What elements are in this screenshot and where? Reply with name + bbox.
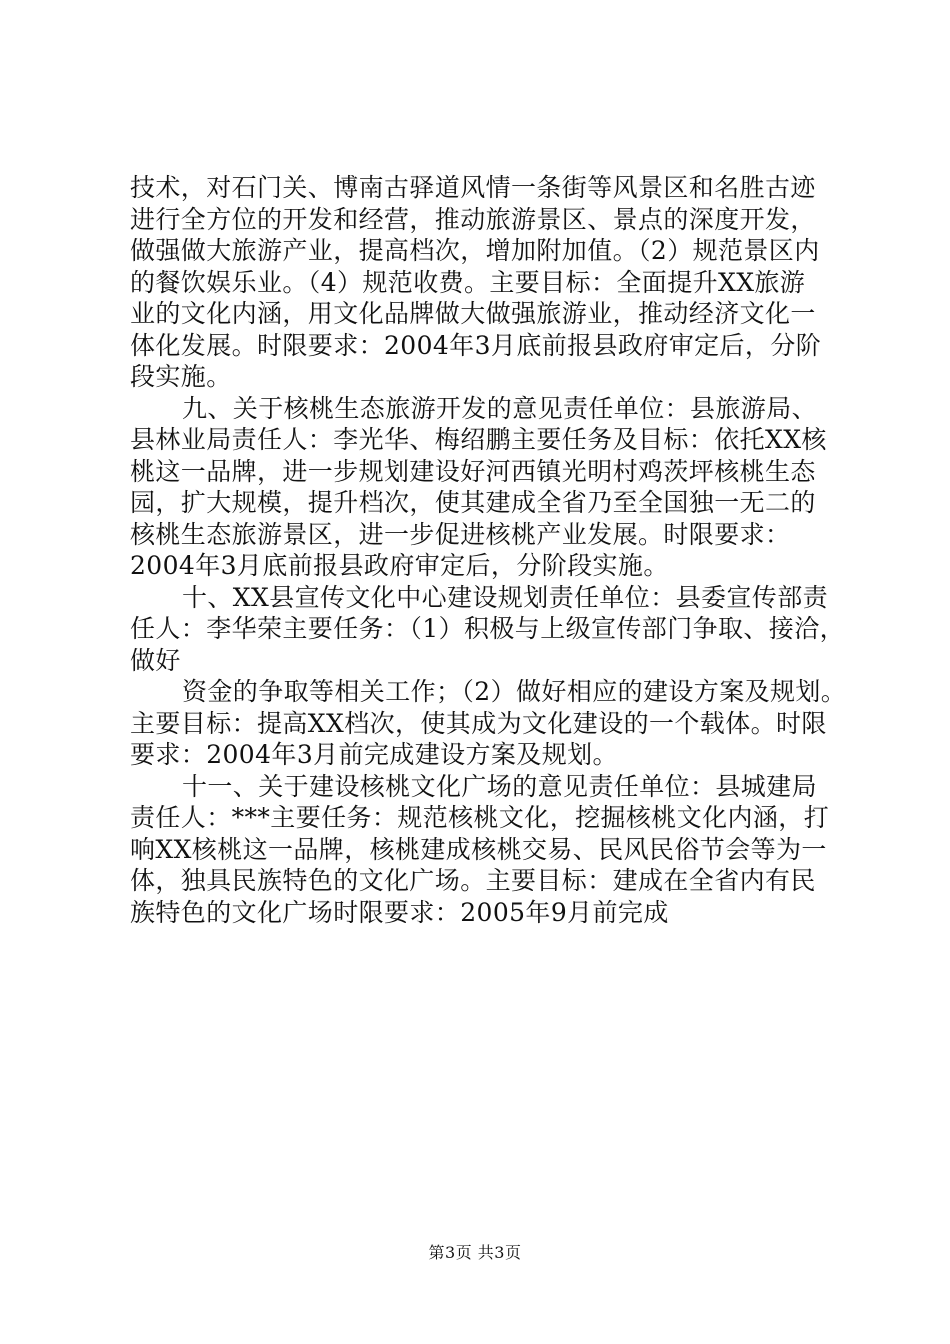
text-line: 体化发展。时限要求：2004年3月底前报县政府审定后，分阶 <box>130 330 822 360</box>
page-footer: 第3页 共3页 <box>428 1243 522 1262</box>
text-line: 进行全方位的开发和经营，推动旅游景区、景点的深度开发， <box>130 204 816 234</box>
text-line: 2004年3月底前报县政府审定后，分阶段实施。 <box>130 551 669 580</box>
text-line: 段实施。 <box>130 362 232 391</box>
text-line: 做强做大旅游产业，提高档次，增加附加值。（2）规范景区内 <box>130 236 820 265</box>
text-line: 业的文化内涵，用文化品牌做大做强旅游业，推动经济文化一 <box>130 299 816 328</box>
text-line: 县林业局责任人：李光华、梅绍鹏主要任务及目标：依托XX核 <box>130 425 827 454</box>
text-line: 要求：2004年3月前完成建设方案及规划。 <box>130 740 618 769</box>
text-line: 任人：李华荣主要任务：（1）积极与上级宣传部门争取、接洽， <box>130 614 846 643</box>
text-line: 十、XX县宣传文化中心建设规划责任单位：县委宣传部责 <box>182 582 828 612</box>
text-line: 十一、关于建设核桃文化广场的意见责任单位：县城建局 <box>182 771 818 801</box>
text-line: 体，独具民族特色的文化广场。主要目标：建成在全省内有民 <box>130 866 816 895</box>
text-line: 九、关于核桃生态旅游开发的意见责任单位：县旅游局、 <box>182 393 818 423</box>
text-line: 的餐饮娱乐业。（4）规范收费。主要目标：全面提升XX旅游 <box>130 267 806 297</box>
document-body <box>130 172 847 928</box>
text-line: 技术，对石门关、博南古驿道风情一条街等风景区和名胜古迹 <box>130 173 816 202</box>
text-line: 桃这一品牌，进一步规划建设好河西镇光明村鸡茨坪核桃生态 <box>130 456 816 486</box>
text-line: 族特色的文化广场时限要求：2005年9月前完成 <box>130 897 669 927</box>
text-line: 响XX核桃这一品牌，核桃建成核桃交易、民风民俗节会等为一 <box>130 834 827 864</box>
text-line: 资金的争取等相关工作；（2）做好相应的建设方案及规划。 <box>182 677 847 706</box>
text-line: 核桃生态旅游景区，进一步促进核桃产业发展。时限要求： <box>130 519 791 549</box>
text-line: 责任人：***主要任务：规范核桃文化，挖掘核桃文化内涵，打 <box>130 803 830 832</box>
text-line: 做好 <box>130 645 181 675</box>
text-line: 园，扩大规模，提升档次，使其建成全省乃至全国独一无二的 <box>130 488 816 517</box>
text-line: 主要目标：提高XX档次，使其成为文化建设的一个载体。时限 <box>130 708 827 738</box>
